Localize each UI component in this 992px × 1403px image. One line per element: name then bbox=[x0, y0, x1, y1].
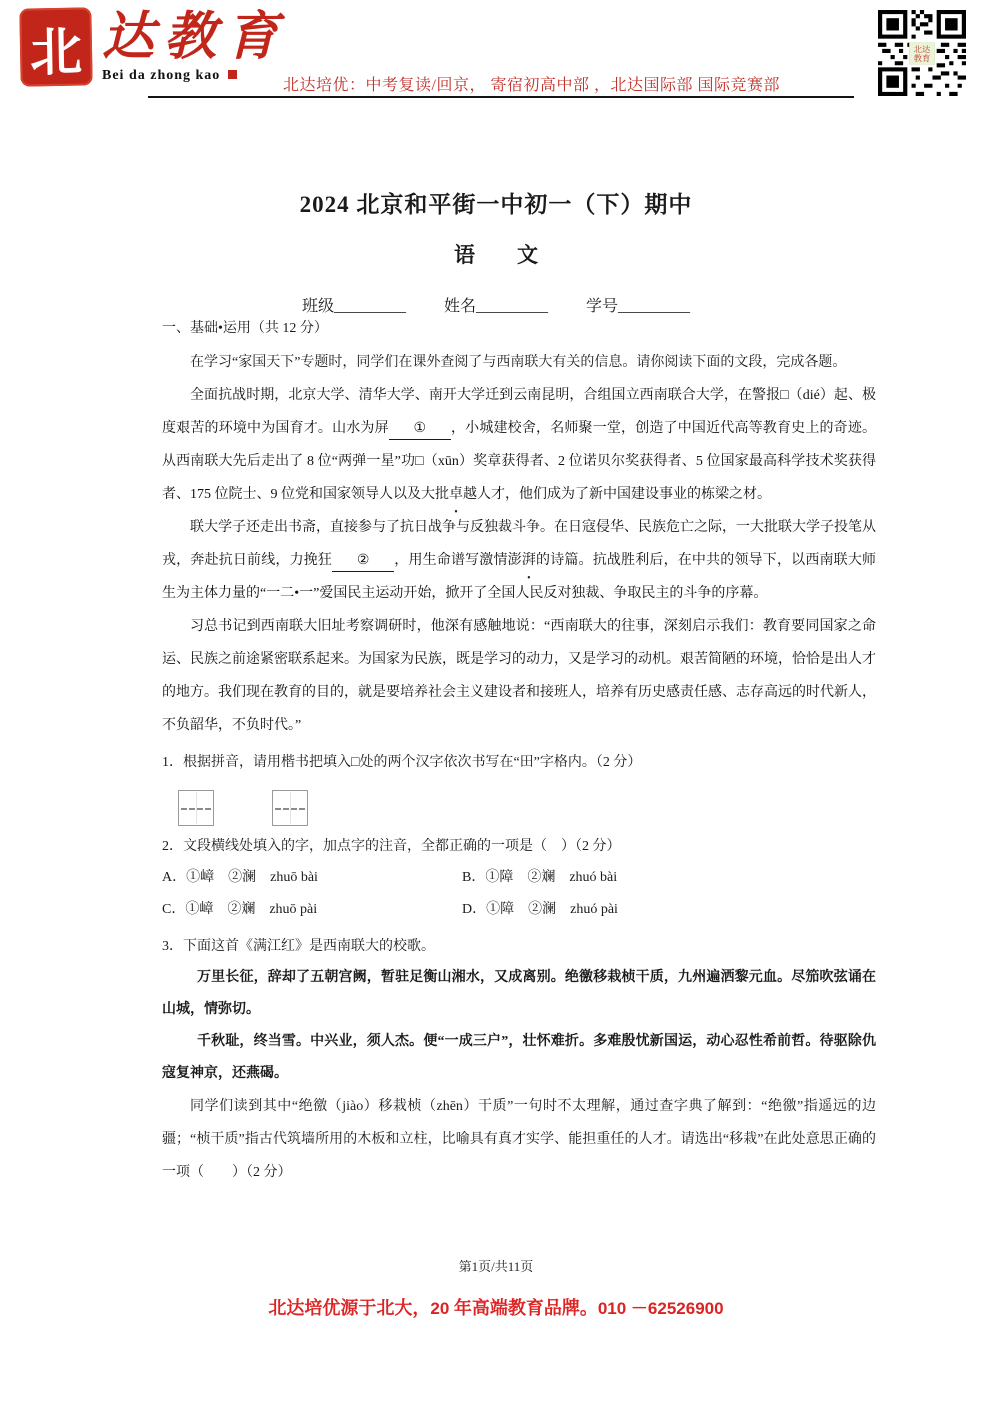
header-rule bbox=[148, 96, 854, 98]
student-info-line bbox=[0, 293, 992, 316]
qr-finder-top-left bbox=[878, 10, 907, 39]
page-number: 第1页/共11页 bbox=[458, 1259, 534, 1274]
question-2-options-row-1 bbox=[162, 862, 876, 894]
passage-p1-text-1: 全面抗战时期，北京大学、清华大学、南开大学迁到云南昆明，合组国立西南联合大学，在警报□（dié）起、极度艰苦的环境中为国育才。山水为屏 bbox=[162, 388, 876, 436]
qr-finder-top-right bbox=[937, 10, 966, 39]
passage-p2-text-1: 联大学子还走出书斋，直接参与了抗日战争与反独裁斗争。在日寇侵华、民族危亡之际，一大批联大学子投笔从戎，奔赴抗日前线，力挽狂 bbox=[162, 520, 876, 568]
question-2-options-row-2 bbox=[162, 894, 876, 926]
qr-code-icon bbox=[878, 10, 966, 96]
passage-paragraph-3: 习总书记到西南联大旧址考察调研时，他深有感触地说：“西南联大的往事，深刻启示我们：教育要同国家之命运、民族之前途紧密联系起来。为国家为民族，既是学习的动力，又是学习的动机。艰苦简陋的环境，恰恰是出人才的地方。我们现在教育的目的，就是要培养社会主义建设者和接班人，培养有历史感责任感、志存高远的时代新人，不负韶华，不负时代。” bbox=[162, 619, 876, 733]
class-field: 班级_________ bbox=[301, 298, 406, 315]
footer-slogan bbox=[0, 1294, 992, 1320]
passage-paragraph-1 bbox=[162, 379, 876, 511]
question-2: 2．文段横线处填入的字，加点字的注音，全都正确的一项是（ ）（2 分） bbox=[162, 839, 621, 854]
student-id-field: 学号_________ bbox=[586, 298, 691, 315]
question-3: 3．下面这首《满江红》是西南联大的校歌。 bbox=[162, 939, 435, 954]
option-c: C．①嶂 ②斓 zhuō pài bbox=[162, 902, 318, 917]
footer-slogan-text-1: 北达培优源于北大， bbox=[268, 1298, 431, 1318]
passage-p1-text-2: ，小城建校舍，名师聚一堂，创造了中国近代高等教育史上的奇迹。从西南联大先后走出了 8 位“两弹一星”功□（xūn）奖章获得者、2 位诺贝尔奖获得者、5 位国家最高科学技术奖获得者、175 位院士、9 位党和国家领导人以及大批 bbox=[162, 421, 877, 502]
subject-title: 语 文 bbox=[454, 243, 538, 267]
logo bbox=[20, 8, 288, 86]
footer-phone: 010 －62526900 bbox=[597, 1299, 724, 1318]
tian-grid-1 bbox=[178, 790, 214, 826]
qr-center-label-line2: 教育 bbox=[913, 53, 931, 64]
passage-p2-text-2: ，用生命谱写激情澎 bbox=[394, 553, 522, 568]
blank-1: ① bbox=[389, 419, 451, 440]
question-1: 1．根据拼音，请用楷书把填入□处的两个汉字依次书写在“田”字格内。（2 分） bbox=[162, 755, 642, 770]
footer-slogan-number: 20 bbox=[430, 1299, 450, 1318]
qr-finder-bottom-left bbox=[878, 67, 907, 96]
emphasized-char-zhuo: 卓 bbox=[449, 487, 463, 502]
logo-subtext: Bei da zhong kao bbox=[102, 68, 221, 83]
passage-p2-text-3: 的诗篇。抗战胜利后，在中共的领导下，以西南联大师生为主体力量的“一二•一”爱国民主运动开始，掀开了全国人民反对独裁、争取民主的斗争的序幕。 bbox=[162, 553, 877, 601]
title-block bbox=[0, 186, 992, 316]
logo-seal-char: 北 bbox=[29, 21, 83, 83]
lead-paragraph: 在学习“家国天下”专题时，同学们在课外查阅了与西南联大有关的信息。请你阅读下面的文段，完成各题。 bbox=[190, 355, 847, 370]
footer-slogan-text-2: 年高端教育品牌。 bbox=[449, 1298, 598, 1318]
main-title: 2024 北京和平街一中初一（下）期中 bbox=[299, 192, 693, 217]
logo-seal-icon bbox=[19, 7, 92, 86]
qr-center-label-line1: 北达 bbox=[913, 44, 931, 54]
option-b: B．①障 ②斓 zhuó bài bbox=[462, 870, 618, 885]
option-a: A．①嶂 ②澜 zhuō bài bbox=[162, 870, 318, 885]
passage-p1-text-3: 越人才，他们成为了新中国建设事业的栋梁之材。 bbox=[463, 487, 771, 502]
name-field: 姓名_________ bbox=[443, 298, 548, 315]
blank-2: ② bbox=[332, 551, 394, 572]
question-3-explain: 同学们读到其中“绝徼（jiào）移栽桢（zhēn）干质”一句时不太理解，通过查字典了解到：“绝徼”指遥远的边疆；“桢干质”指古代筑墙所用的木板和立柱，比喻具有真才实学、能担重任的人才。请选出“移栽”在此处意思正确的一项（ ）（2 分） bbox=[162, 1099, 876, 1180]
content bbox=[162, 314, 876, 1189]
logo-brand-text: 达教育 bbox=[102, 6, 289, 67]
emphasized-char-pai: 湃 bbox=[521, 553, 536, 568]
tian-grid-row bbox=[178, 790, 876, 826]
anthem-paragraph-2: 千秋耻，终当雪。中兴业，须人杰。便“一成三户”，壮怀难折。多难殷忧新国运，动心忍性希前哲。待驱除仇寇复神京，还燕碣。 bbox=[162, 1034, 876, 1081]
section-heading: 一、基础•运用（共 12 分） bbox=[162, 321, 328, 336]
option-d: D．①障 ②澜 zhuó pài bbox=[462, 902, 618, 917]
logo-red-square-icon bbox=[228, 70, 237, 79]
logo-brand-wrap bbox=[102, 8, 288, 84]
header-tagline: 北达培优：中考复读/回京， 寄宿初高中部 ，北达国际部 国际竞赛部 bbox=[283, 77, 780, 94]
tian-grid-2 bbox=[272, 790, 308, 826]
logo-subtext-row bbox=[102, 68, 288, 84]
anthem-paragraph-1: 万里长征，辞却了五朝宫阙，暂驻足衡山湘水，又成离别。绝徼移栽桢干质，九州遍洒黎元血。尽笳吹弦诵在山城，情弥切。 bbox=[162, 970, 876, 1017]
passage-paragraph-2 bbox=[162, 511, 876, 610]
